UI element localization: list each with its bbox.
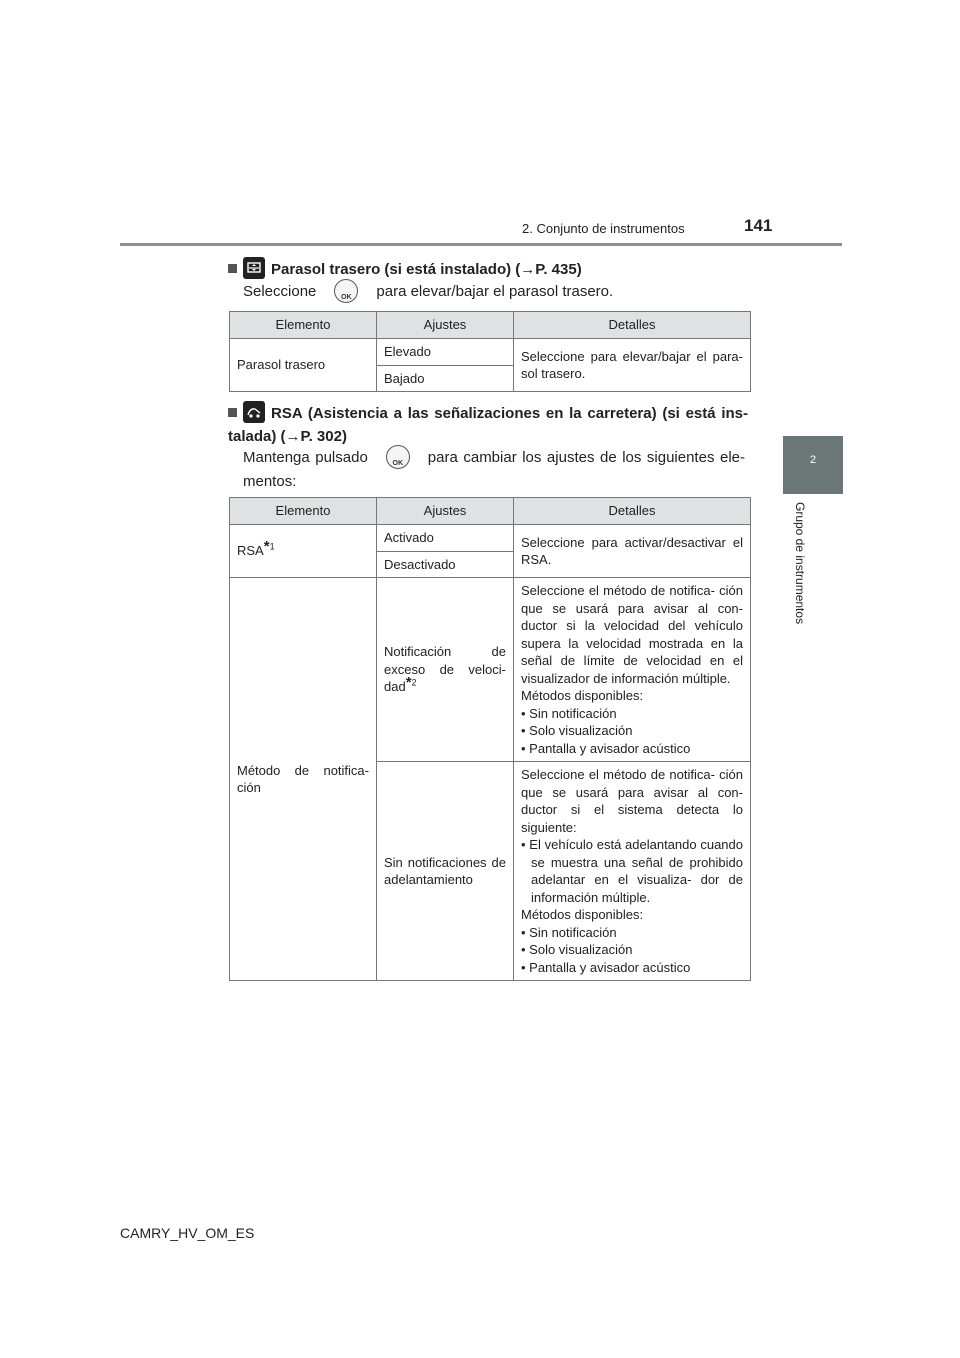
bullet-square (228, 408, 237, 417)
column-header: Detalles (514, 312, 751, 339)
page-number: 141 (744, 216, 773, 235)
list-item: • Pantalla y avisador acústico (521, 740, 691, 756)
details-cell: Seleccione para activar/desactivar el RSA. (514, 525, 751, 578)
side-tab-number: 2 (809, 454, 817, 466)
instruction-text: Mantenga pulsado OK para cambiar los ajustes de los siguientes ele- mentos: (243, 445, 745, 494)
table-row (230, 578, 751, 762)
setting-cell: Elevado (377, 339, 514, 366)
details-cell: Seleccione el método de notifica- ción que se usará para avisar al con- ductor si el sistema detecta lo siguiente: • El vehículo está adelantando cuando se muestra una señal de prohibido adelantar en el visualiza- dor de información múltiple. Métodos disponibles: • Sin notificación • Solo visualización • Pantalla y avisador acústico (514, 762, 751, 981)
setting-cell: Notificación de exceso de veloci- dad*$^2$ (377, 578, 514, 762)
column-header: Elemento (230, 312, 377, 339)
header-rule (120, 243, 842, 246)
header-chapter: 2. Conjunto de instrumentos (522, 221, 685, 236)
element-cell: RSA*$^1$ (230, 525, 377, 578)
setting-cell: Desactivado (377, 551, 514, 578)
ok-button-icon: OK (386, 445, 410, 469)
list-item: • El vehículo está adelantando cuando se muestra una señal de prohibido adelantar en el visualiza- dor de información múltiple. (521, 837, 744, 905)
column-header: Ajustes (377, 312, 514, 339)
table-header-row (230, 312, 751, 339)
element-cell: Método de notifica- ción (230, 578, 377, 981)
rear-sunshade-icon (243, 257, 265, 279)
instruction-text: Seleccione OK para elevar/bajar el parasol trasero. (243, 279, 743, 304)
column-header: Elemento (230, 498, 377, 525)
footer-code: CAMRY_HV_OM_ES (120, 1225, 255, 1241)
side-label: Grupo de instrumentos (793, 502, 807, 625)
road-sign-assist-icon (243, 401, 265, 423)
details-cell: Seleccione para elevar/bajar el para- sol trasero. (514, 339, 751, 392)
list-item: • Sin notificación (521, 705, 617, 721)
table-header-row (230, 498, 751, 525)
section-heading-rsa (228, 401, 748, 448)
list-item: • Pantalla y avisador acústico (521, 959, 691, 975)
table-row (230, 339, 751, 366)
list-item: • Solo visualización (521, 723, 633, 738)
setting-cell: Activado (377, 525, 514, 552)
rear-sunshade-table (229, 311, 751, 392)
list-item: • Sin notificación (521, 924, 617, 940)
section-heading-text: RSA (Asistencia a las señalizaciones en la carretera) (si está ins- talada) (→P. 302) (228, 405, 748, 445)
table-row (230, 525, 751, 552)
ok-button-icon: OK (334, 279, 358, 303)
column-header: Detalles (514, 498, 751, 525)
side-tab (783, 436, 843, 494)
bullet-square (228, 264, 237, 273)
section-heading-rear-sunshade (228, 257, 748, 281)
column-header: Ajustes (377, 498, 514, 525)
details-cell: Seleccione el método de notifica- ción que se usará para avisar al con- ductor si la velocidad del vehículo supera la velocidad mostrada en la señal de límite de velocidad en el visualizador de información múltiple. Métodos disponibles: • Sin notificación • Solo visualización • Pantalla y avisador acústico (514, 578, 751, 762)
setting-cell: Sin notificaciones de adelantamiento (377, 762, 514, 981)
list-item: • Solo visualización (521, 942, 633, 957)
element-cell: Parasol trasero (230, 339, 377, 392)
section-heading-text: Parasol trasero (si está instalado) (→P. 435) (271, 261, 582, 278)
setting-cell: Bajado (377, 365, 514, 392)
rsa-settings-table (229, 497, 751, 981)
